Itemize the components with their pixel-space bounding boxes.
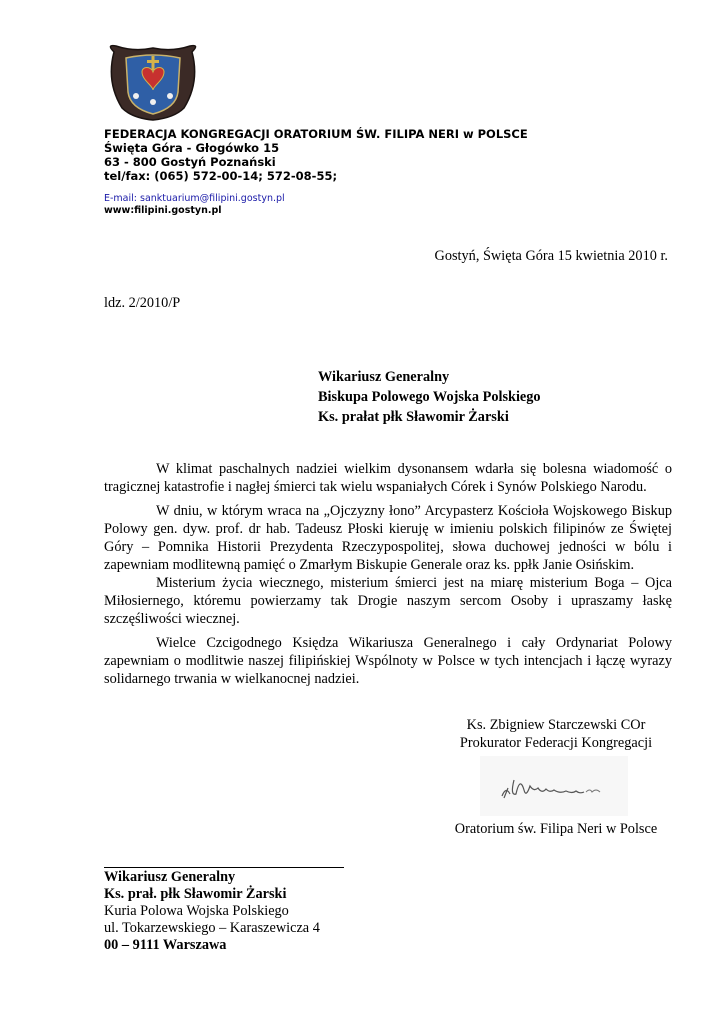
phone-line: tel/fax: (065) 572-00-14; 572-08-55;: [104, 169, 338, 183]
signatory-name: Ks. Zbigniew Starczewski COr: [466, 717, 646, 733]
paragraph-2: W dniu, w którym wraca na „Ojczyzny łono” Arcypasterz Kościoła Wojskowego Biskup Polowy gen. dyw. prof. dr hab. Tadeusz Płoski kieruję w imieniu polskich filipinów ze Świętej Góry – Pomnika Historii Prezydenta Rzeczypospolitej, słowa duchowej jedności w bólu i zapewniam modlitewną pamięć o Zmarłym Biskupie Generale oraz ks. ppłk Janie Osińskim.: [104, 503, 672, 573]
addressee-line-3: Ks. prałat płk Sławomir Żarski: [318, 409, 509, 425]
footer-line-4: ul. Tokarzewskiego – Karaszewicza 4: [104, 920, 320, 936]
paragraph-1: W klimat paschalnych nadziei wielkim dysonansem wdarła się bolesna wiadomość o tragicznej katastrofie i nagłej śmierci tak wielu wspaniałych Córek i Synów Polskiego Narodu.: [104, 461, 672, 495]
date-line: Gostyń, Święta Góra 15 kwietnia 2010 r.: [434, 248, 668, 264]
address-line-1: Święta Góra - Głogówko 15: [104, 141, 280, 155]
signatory-title: Prokurator Federacji Kongregacji: [459, 735, 653, 751]
coat-of-arms-logo: [104, 42, 202, 122]
addressee-line-1: Wikariusz Generalny: [318, 369, 450, 385]
footer-line-3: Kuria Polowa Wojska Polskiego: [104, 903, 289, 919]
footer-line-5: 00 – 9111 Warszawa: [104, 937, 227, 953]
email-link[interactable]: E-mail: sanktuarium@filipini.gostyn.pl: [104, 193, 285, 204]
footer-line-2: Ks. prał. płk Sławomir Żarski: [104, 886, 287, 902]
paragraph-3: Misterium życia wiecznego, misterium śmierci jest na miarę misterium Boga – Ojca Miłosiernego, któremu powierzamy tak Drogie naszym sercom Osoby i upraszamy łaskę szczęśliwości wiecznej.: [104, 575, 672, 627]
website-link[interactable]: www:filipini.gostyn.pl: [104, 205, 222, 216]
org-name: FEDERACJA KONGREGACJI ORATORIUM ŚW. FILIPA NERI w POLSCE: [104, 127, 528, 141]
footer-line-1: Wikariusz Generalny: [104, 869, 236, 885]
reference-number: ldz. 2/2010/P: [104, 295, 181, 311]
addressee-line-2: Biskupa Polowego Wojska Polskiego: [318, 389, 541, 405]
signatory-org: Oratorium św. Filipa Neri w Polsce: [454, 821, 658, 837]
address-line-2: 63 - 800 Gostyń Poznański: [104, 155, 276, 169]
handwritten-signature: [480, 756, 628, 816]
paragraph-4: Wielce Czcigodnego Księdza Wikariusza Generalnego i cały Ordynariat Polowy zapewniam o modlitwie naszej filipińskiej Wspólnoty w Polsce w tych intencjach i łączę wyrazy solidarnego trwania w wielkanocnej nadziei.: [104, 635, 672, 687]
